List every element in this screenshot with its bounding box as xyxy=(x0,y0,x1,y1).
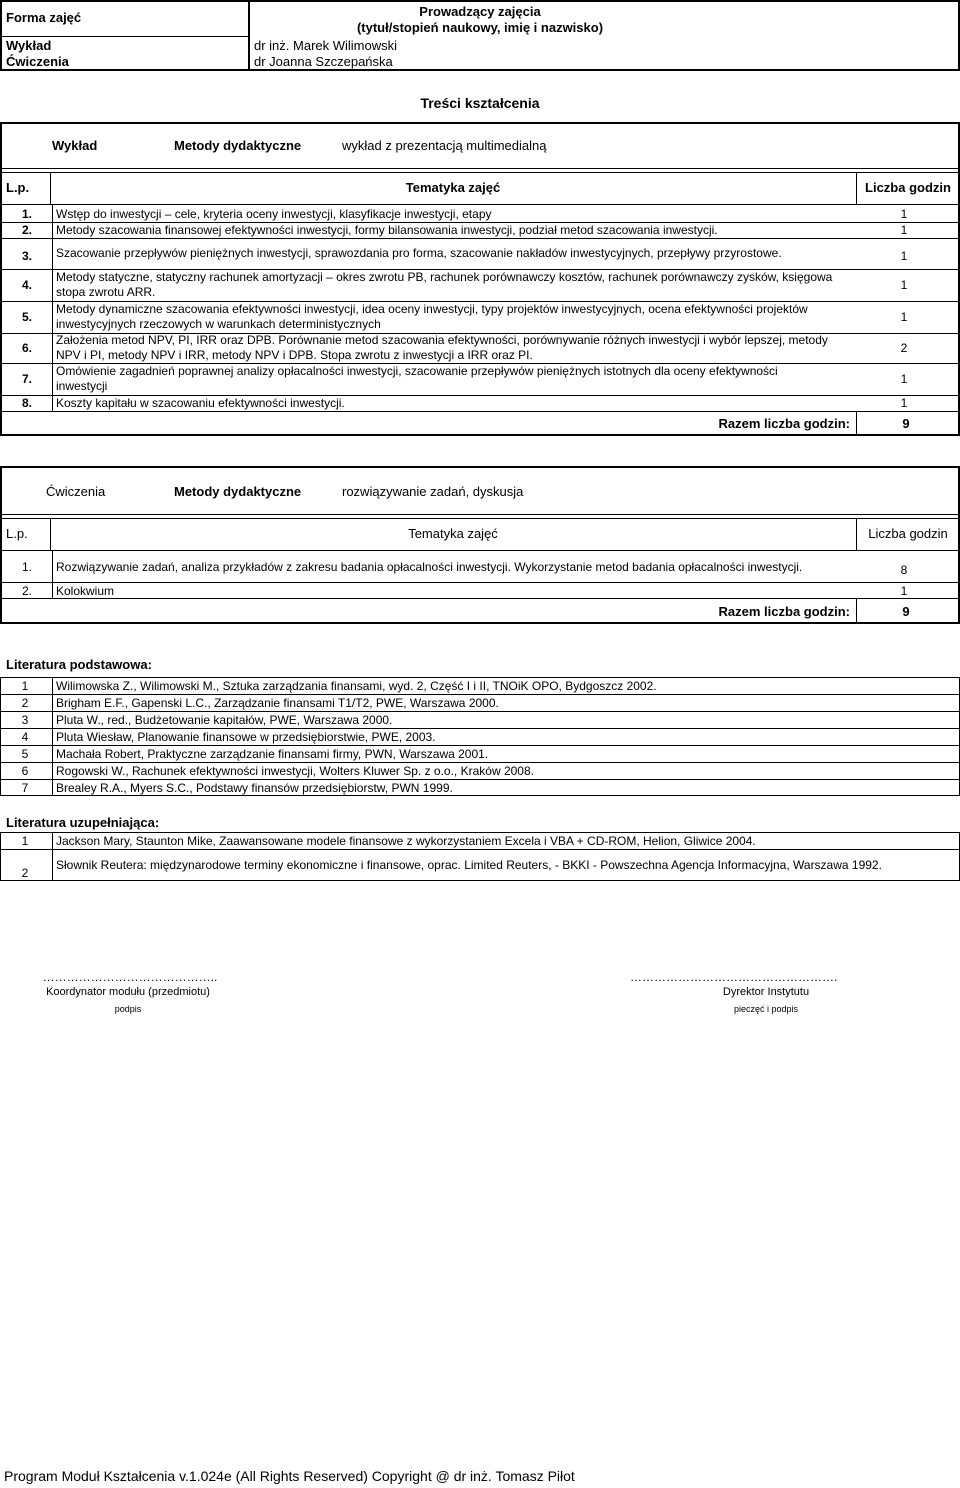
lit-basic-item xyxy=(0,781,960,796)
lit-basic-item xyxy=(0,713,960,728)
form-exercises: Ćwiczenia xyxy=(6,54,69,69)
row-topic: Kolokwium xyxy=(56,584,115,598)
lit-text: Brealey R.A., Myers S.C., Podstawy finansów przedsiębiorstw, PWN 1999. xyxy=(56,781,453,795)
exercises-total-label: Razem liczba godzin: xyxy=(718,604,850,619)
lecture-methods-label: Metody dydaktyczne xyxy=(174,138,302,153)
lit-number: 3 xyxy=(21,713,29,727)
row-number: 7. xyxy=(22,372,33,386)
lit-extra-title: Literatura uzupełniająca: xyxy=(6,815,160,830)
lit-text: Rogowski W., Rachunek efektywności inwestycji, Wolters Kluwer Sp. z o.o., Kraków 2008. xyxy=(56,764,534,778)
row-number: 1. xyxy=(22,207,33,221)
exercises-col-topic: Tematyka zajęć xyxy=(408,526,498,541)
row-hours: 1 xyxy=(900,584,908,598)
left-signature-sub: podpis xyxy=(114,1004,142,1014)
lit-extra-item xyxy=(0,858,960,880)
lit-number: 4 xyxy=(21,730,29,744)
row-topic: Wstęp do inwestycji – cele, kryteria oceny inwestycji, klasyfikacje inwestycji, etapy xyxy=(56,207,492,221)
lit-basic-title: Literatura podstawowa: xyxy=(6,657,152,672)
lecture-form: Wykład xyxy=(52,138,98,153)
lecture-total-label: Razem liczba godzin: xyxy=(718,416,850,431)
row-hours: 1 xyxy=(900,372,908,386)
row-hours: 1 xyxy=(900,278,908,292)
lecture-col-topic: Tematyka zajęć xyxy=(405,180,501,195)
right-signature-sub: pieczęć i podpis xyxy=(733,1004,799,1014)
exercises-methods-value: rozwiązywanie zadań, dyskusja xyxy=(342,484,524,499)
lit-number: 5 xyxy=(21,747,29,761)
teacher-lecture: dr inż. Marek Wilimowski xyxy=(254,38,398,53)
lit-basic-item xyxy=(0,696,960,711)
lecture-col-hours: Liczba godzin xyxy=(865,180,951,195)
row-topic: Szacowanie przepływów pieniężnych inwestycji, sprawozdania pro forma, szacowanie nakładów inwestycyjnych, przepływy przyrostowe. xyxy=(56,246,782,260)
row-topic: Założenia metod NPV, PI, IRR oraz DPB. Porównanie metod szacowania efektywności, porównywanie różnych inwestycji i wybór lepszej, metody NPV i PI, metody NPV i IRR, metody NPV i DPB. Stopa zwrotu z inwestycji a IRR oraz PI. xyxy=(56,333,828,362)
row-number: 3. xyxy=(22,249,33,263)
lit-number: 2 xyxy=(21,866,29,880)
row-number: 2. xyxy=(22,584,33,598)
row-topic: Koszty kapitału w szacowaniu efektywności inwestycji. xyxy=(56,396,345,410)
prowadzacy-label-1: Prowadzący zajęcia xyxy=(419,4,541,19)
row-topic: Metody statyczne, statyczny rachunek amortyzacji – okres zwrotu PB, rachunek porównawczy kosztów, rachunek porównawczy zysków, księgowa stopa zwrotu ARR. xyxy=(56,270,833,299)
lit-text: Brigham E.F., Gapenski L.C., Zarządzanie finansami T1/T2, PWE, Warszawa 2000. xyxy=(56,696,499,710)
lit-number: 1 xyxy=(21,834,29,848)
row-hours: 1 xyxy=(900,310,908,324)
lit-text: Wilimowska Z., Wilimowski M., Sztuka zarządzania finansami, wyd. 2, Część I i II, TNOiK OPO, Bydgoszcz 2002. xyxy=(56,679,657,693)
left-signature-dots: …………………………………….. xyxy=(42,970,218,984)
row-number: 8. xyxy=(22,396,33,410)
right-signature-role: Dyrektor Instytutu xyxy=(722,986,810,998)
exercises-methods-label: Metody dydaktyczne xyxy=(174,484,302,499)
lit-text: Jackson Mary, Staunton Mike, Zaawansowane modele finansowe z wykorzystaniem Excela i VBA + CD-ROM, Helion, Gliwice 2004. xyxy=(56,834,756,848)
lit-number: 1 xyxy=(21,679,29,693)
lit-extra-item xyxy=(0,834,960,849)
form-lecture: Wykład xyxy=(6,38,52,53)
row-hours: 1 xyxy=(900,396,908,410)
row-hours: 1 xyxy=(900,249,908,263)
lit-basic-item xyxy=(0,679,960,694)
lit-text: Pluta Wiesław, Planowanie finansowe w przedsiębiorstwie, PWE, 2003. xyxy=(56,730,436,744)
lit-basic-item xyxy=(0,747,960,762)
tresci-title: Treści kształcenia xyxy=(420,95,540,111)
row-number: 6. xyxy=(22,341,33,355)
lit-number: 7 xyxy=(21,781,29,795)
lit-basic-item xyxy=(0,730,960,745)
lit-text: Pluta W., red., Budżetowanie kapitałów, PWE, Warszawa 2000. xyxy=(56,713,393,727)
lit-basic-item xyxy=(0,764,960,779)
row-hours: 1 xyxy=(900,207,908,221)
forma-label: Forma zajęć xyxy=(6,10,82,25)
lit-number: 6 xyxy=(21,764,29,778)
lit-number: 2 xyxy=(21,696,29,710)
exercises-form: Ćwiczenia xyxy=(46,484,106,499)
row-topic: Metody dynamiczne szacowania efektywności inwestycji, idea oceny inwestycji, typy projektów inwestycyjnych, ocena efektywności projektów inwestycyjnych rzeczowych w warunkach deterministycznych xyxy=(56,302,808,331)
row-number: 5. xyxy=(22,310,33,324)
exercises-total-value: 9 xyxy=(902,604,910,619)
row-number: 2. xyxy=(22,223,33,237)
lecture-methods-value: wykład z prezentacją multimedialną xyxy=(342,138,547,153)
row-topic: Metody szacowania finansowej efektywności inwestycji, formy bilansowania inwestycji, podział metod szacowania inwestycji. xyxy=(56,223,718,237)
row-hours: 1 xyxy=(900,223,908,237)
exercises-col-lp: L.p. xyxy=(6,526,28,541)
row-hours: 8 xyxy=(900,563,908,577)
exercises-col-hours: Liczba godzin xyxy=(868,526,948,541)
row-hours: 2 xyxy=(900,341,908,355)
lit-text: Słownik Reutera: międzynarodowe terminy ekonomiczne i finansowe, oprac. Limited Reuters, - BKKI - Powszechna Agencja Informacyjna, Warszawa 1992. xyxy=(56,858,882,872)
row-topic: Omówienie zagadnień poprawnej analizy opłacalności inwestycji, szacowanie przepływów pieniężnych istotnych dla oceny efektywności inwestycji xyxy=(56,364,778,393)
prowadzacy-label-2: (tytuł/stopień naukowy, imię i nazwisko) xyxy=(356,20,604,35)
footer-copyright: Program Moduł Kształcenia v.1.024e (All Rights Reserved) Copyright @ dr inż. Tomasz Piłot xyxy=(4,1468,575,1484)
left-signature-role: Koordynator modułu (przedmiotu) xyxy=(46,986,210,998)
row-number: 1. xyxy=(22,560,33,574)
right-signature-dots: ……………………………………………. xyxy=(630,970,838,984)
lit-text: Machała Robert, Praktyczne zarządzanie finansami firmy, PWN, Warszawa 2001. xyxy=(56,747,489,761)
row-number: 4. xyxy=(22,278,33,292)
lecture-col-lp: L.p. xyxy=(6,180,30,195)
teacher-exercises: dr Joanna Szczepańska xyxy=(254,54,393,69)
lecture-total-value: 9 xyxy=(902,416,910,431)
row-topic: Rozwiązywanie zadań, analiza przykładów z zakresu badania opłacalności inwestycji. Wykorzystanie metod badania opłacalności inwestycji. xyxy=(56,560,803,574)
